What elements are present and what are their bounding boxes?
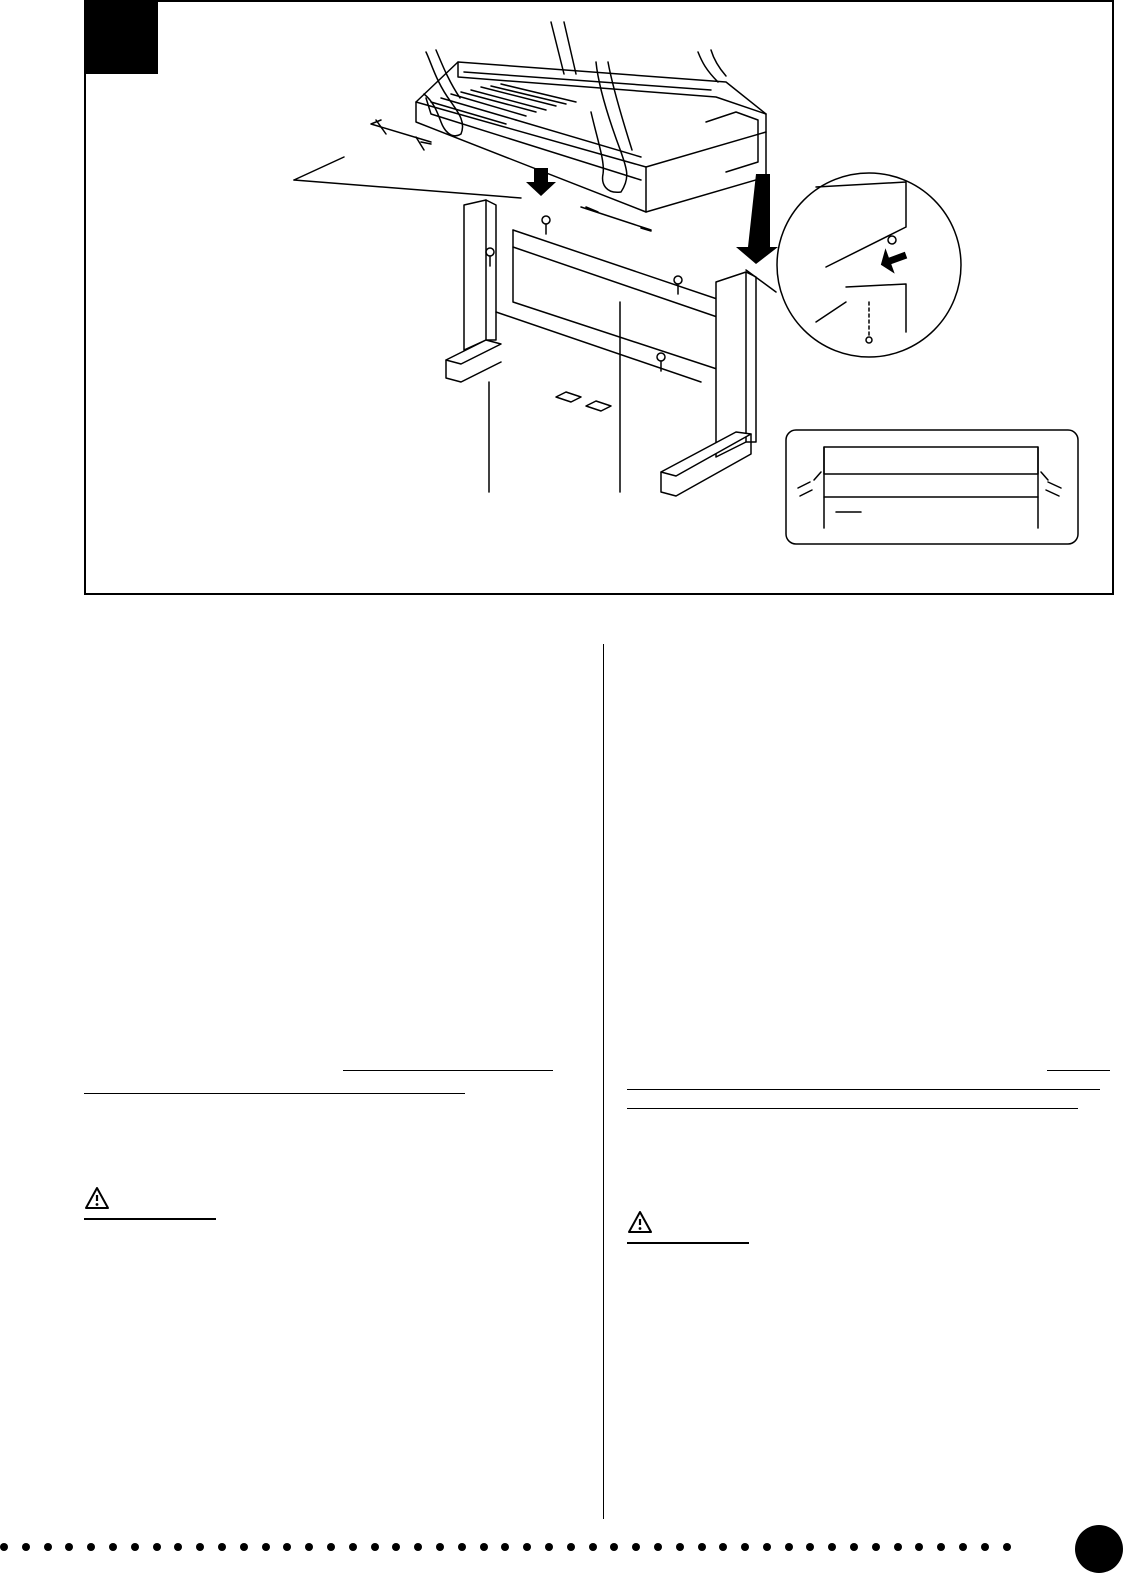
footer-dot: [654, 1543, 662, 1551]
underline-mark: [1047, 1070, 1110, 1071]
footer-dot: [371, 1543, 379, 1551]
footer-dot: [196, 1543, 204, 1551]
footer-dot: [785, 1543, 793, 1551]
footer-dot: [131, 1543, 139, 1551]
footer-dot: [719, 1543, 727, 1551]
footer-dot: [414, 1543, 422, 1551]
detail-zoom-circle: [746, 173, 961, 357]
underline-mark: [627, 1108, 1078, 1109]
footer-dot: [545, 1543, 553, 1551]
footer-dot: [262, 1543, 270, 1551]
leader-line-left: [294, 157, 344, 180]
footer-dot: [741, 1543, 749, 1551]
assembly-illustration: [86, 2, 1114, 595]
caution-label: [84, 1186, 216, 1220]
footer-dot: [981, 1543, 989, 1551]
underline-mark: [627, 1089, 1100, 1090]
footer-dot-row: [0, 1538, 1070, 1556]
footer-dot: [937, 1543, 945, 1551]
footer-dot: [153, 1543, 161, 1551]
footer-dot: [283, 1543, 291, 1551]
stand-drawing: [446, 200, 756, 496]
footer-dot: [959, 1543, 967, 1551]
footer-dot: [632, 1543, 640, 1551]
footer-dot: [305, 1543, 313, 1551]
footer-dot: [87, 1543, 95, 1551]
footer-dot: [1003, 1543, 1011, 1551]
footer-dot: [480, 1543, 488, 1551]
footer-dot: [458, 1543, 466, 1551]
assembly-figure: [84, 0, 1114, 595]
footer-dot: [0, 1543, 8, 1551]
warning-icon: [84, 1186, 110, 1210]
footer-dot: [567, 1543, 575, 1551]
page-number-badge: [1075, 1525, 1123, 1573]
footer-dot: [676, 1543, 684, 1551]
footer-dot: [436, 1543, 444, 1551]
footer-dot: [828, 1543, 836, 1551]
footer-dot: [501, 1543, 509, 1551]
footer-dot: [218, 1543, 226, 1551]
footer-dot: [523, 1543, 531, 1551]
underline-mark: [343, 1070, 553, 1071]
column-divider: [603, 644, 604, 1519]
footer-dot: [915, 1543, 923, 1551]
footer-dot: [240, 1543, 248, 1551]
leader-line-left-2: [294, 180, 521, 198]
footer-dot: [327, 1543, 335, 1551]
keyboard-unit-drawing: [416, 62, 766, 212]
footer-dot: [589, 1543, 597, 1551]
footer-dot: [392, 1543, 400, 1551]
inset-detail-box: [786, 430, 1078, 544]
footer-dot: [65, 1543, 73, 1551]
footer-dot: [850, 1543, 858, 1551]
footer-dot: [894, 1543, 902, 1551]
footer-dot: [698, 1543, 706, 1551]
caution-label: [627, 1210, 749, 1244]
warning-icon: [627, 1210, 653, 1234]
footer-dot: [174, 1543, 182, 1551]
footer-dot: [44, 1543, 52, 1551]
underline-mark: [84, 1093, 465, 1094]
footer-dot: [349, 1543, 357, 1551]
footer-dot: [109, 1543, 117, 1551]
footer-dot: [806, 1543, 814, 1551]
footer-dot: [610, 1543, 618, 1551]
footer-dot: [872, 1543, 880, 1551]
footer-dot: [22, 1543, 30, 1551]
footer-dot: [763, 1543, 771, 1551]
